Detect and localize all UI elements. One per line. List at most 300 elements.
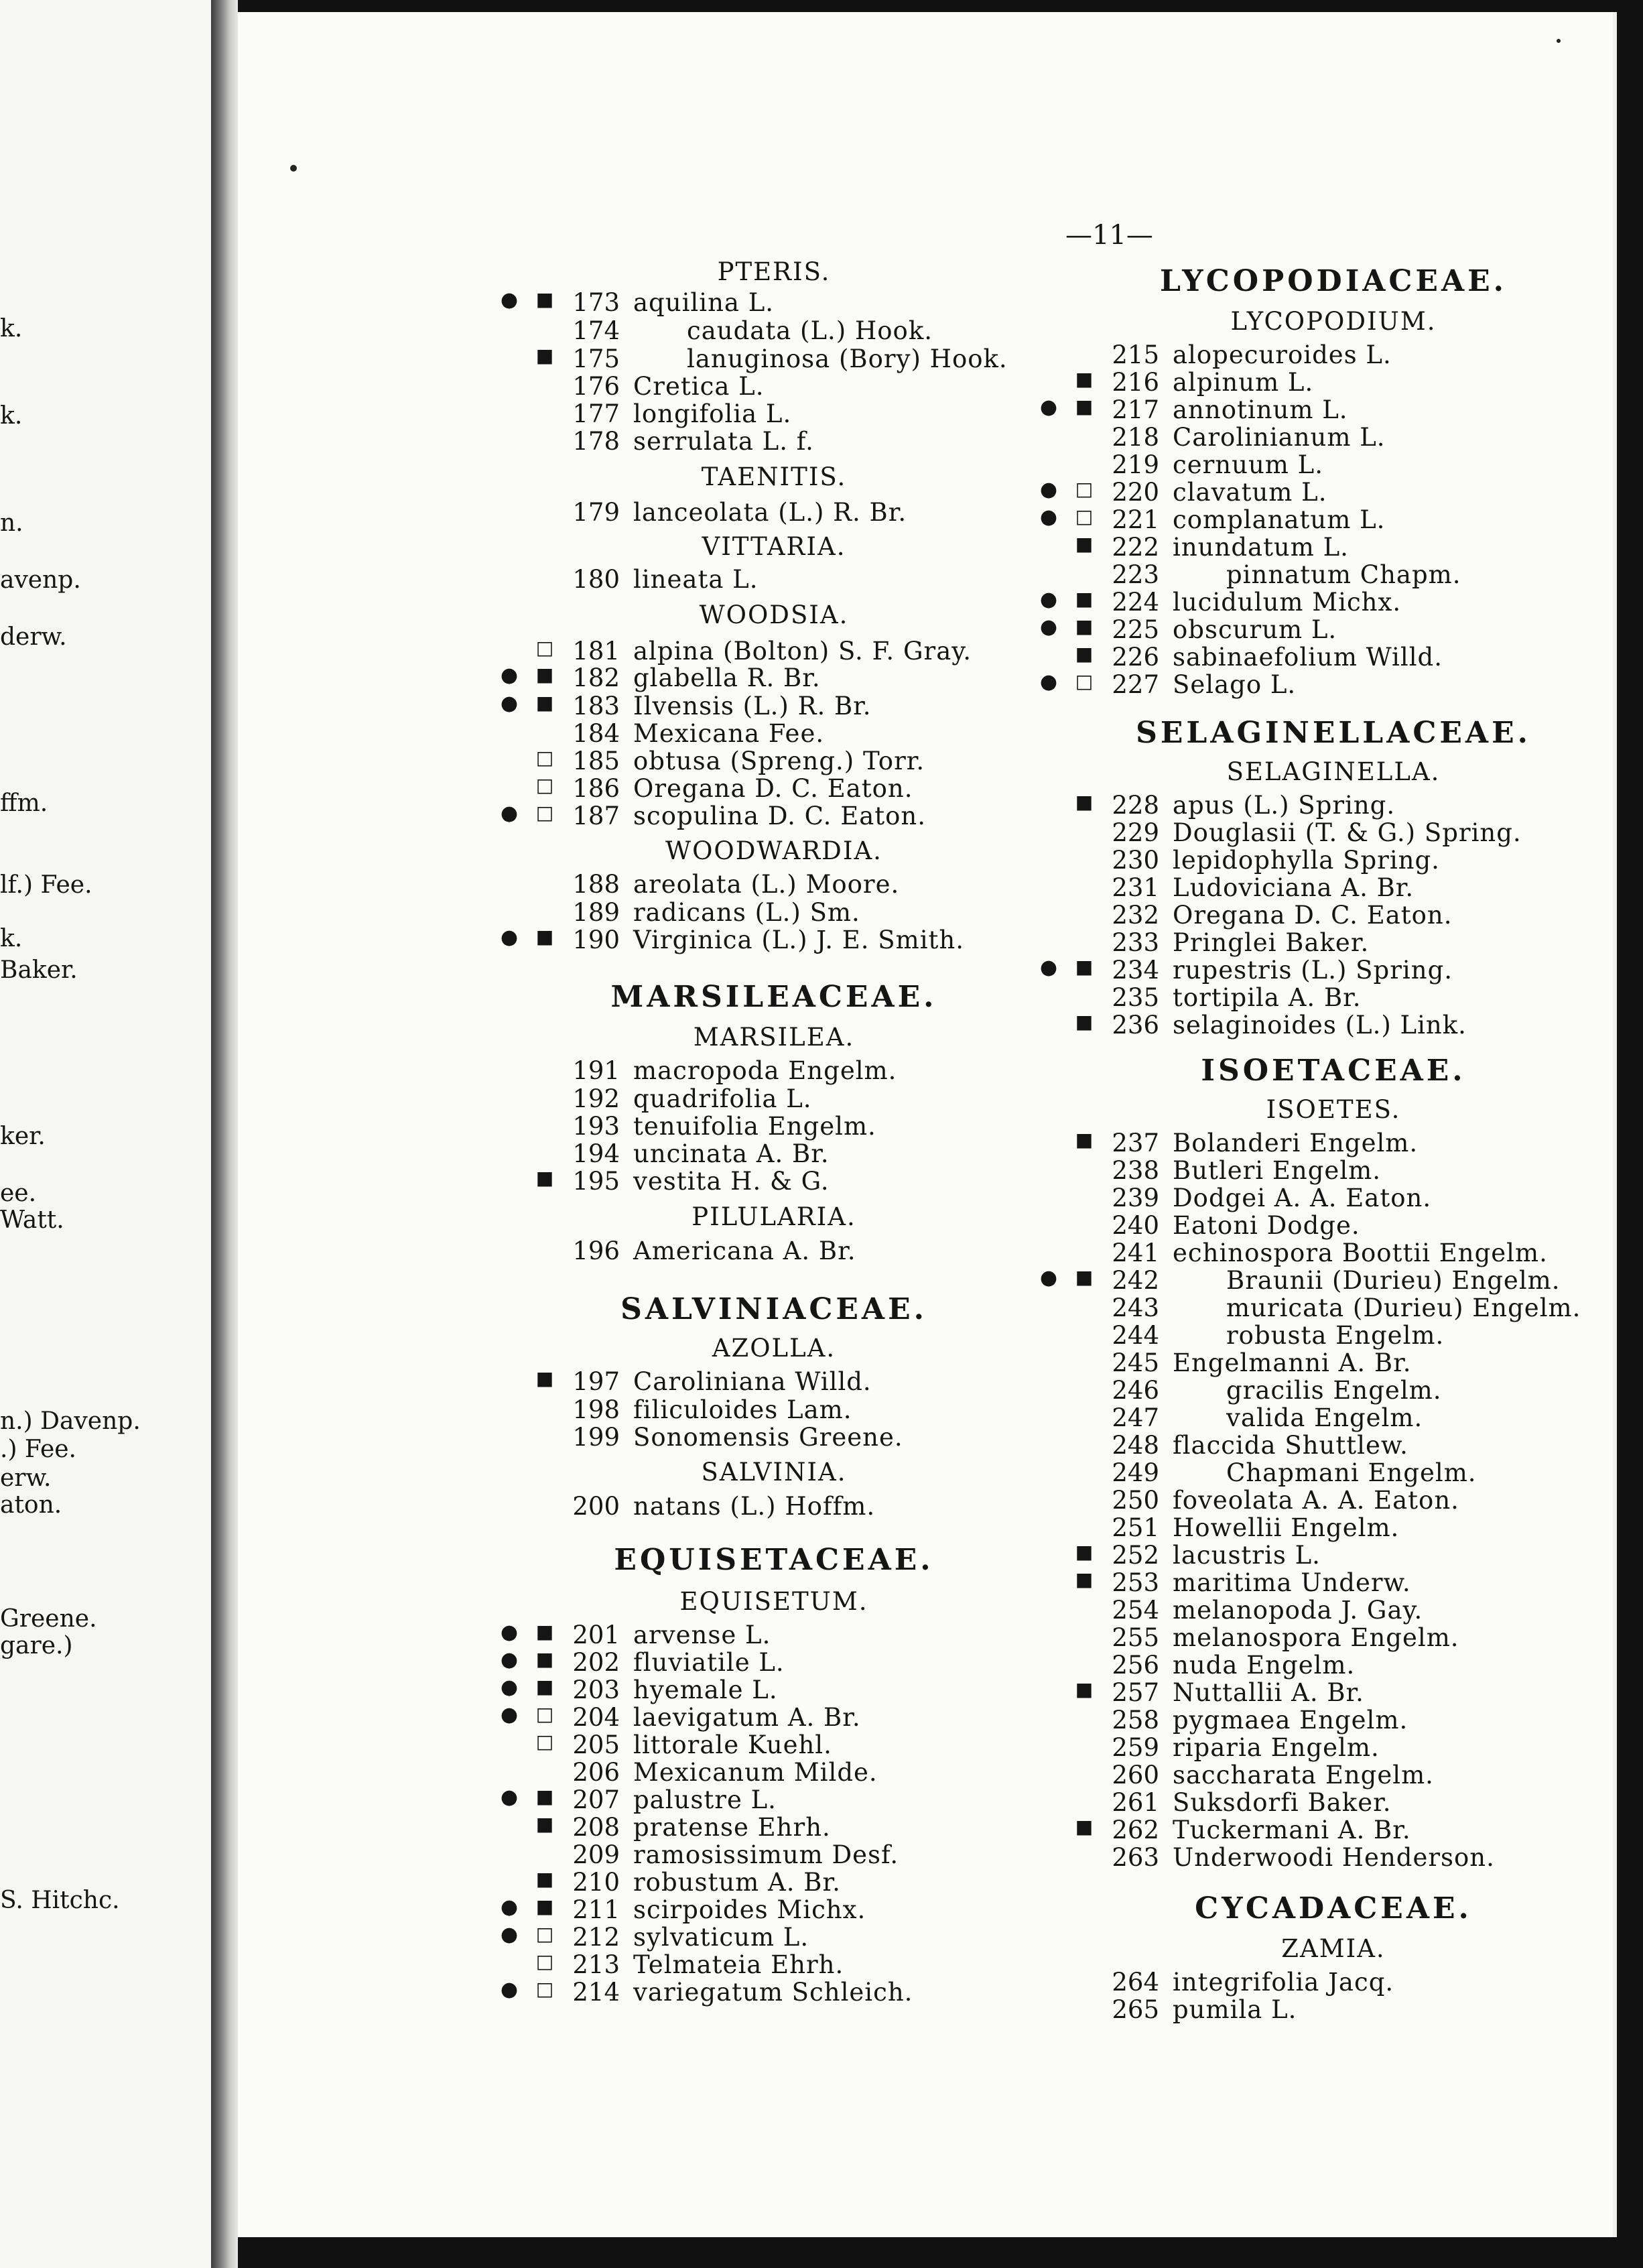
dot-mark-icon: ● — [500, 1785, 519, 1809]
species-entry — [499, 1492, 1049, 1519]
entry-number: 262 — [1112, 1816, 1159, 1844]
left-page-text-fragment: ee. — [0, 1180, 37, 1207]
entry-number: 208 — [572, 1813, 620, 1842]
species-name: selaginoides (L.) Link. — [1173, 1011, 1467, 1040]
species-entry — [1039, 1843, 1628, 1870]
entry-number: 229 — [1112, 818, 1159, 847]
entry-number: 236 — [1112, 1011, 1159, 1040]
genus-heading: VITTARIA. — [702, 532, 846, 561]
species-entry — [499, 1167, 1049, 1194]
species-name: complanatum L. — [1173, 505, 1386, 534]
species-entry — [499, 870, 1049, 897]
species-name: alopecuroides L. — [1173, 340, 1392, 369]
species-name: Engelmanni A. Br. — [1173, 1348, 1412, 1377]
page-number: —11— — [1065, 220, 1153, 251]
species-name: clavatum L. — [1173, 478, 1327, 507]
entry-number: 217 — [1112, 395, 1159, 424]
filled-box-mark-icon: ■ — [1075, 643, 1094, 665]
entry-number: 178 — [572, 427, 620, 456]
species-entry — [1039, 1968, 1628, 1995]
species-entry — [499, 344, 1049, 371]
dot-mark-icon: ● — [1039, 505, 1058, 529]
species-name: Cretica L. — [633, 372, 765, 401]
dot-mark-icon: ● — [500, 1703, 519, 1726]
genus-heading: WOODSIA. — [699, 601, 849, 629]
entry-number: 230 — [1112, 846, 1159, 875]
species-name: Oregana D. C. Eaton. — [633, 774, 913, 803]
filled-box-mark-icon: ■ — [535, 1868, 554, 1890]
entry-number: 221 — [1112, 505, 1159, 534]
species-entry — [1039, 1733, 1628, 1760]
species-name: alpinum L. — [1173, 368, 1314, 397]
filled-box-mark-icon: ■ — [535, 1648, 554, 1670]
dot-mark-icon: ● — [500, 288, 519, 312]
left-page-text-fragment: derw. — [0, 623, 67, 651]
left-page-text-fragment: Baker. — [0, 956, 78, 984]
open-box-mark-icon: □ — [535, 1730, 554, 1753]
species-name: Howellii Engelm. — [1173, 1513, 1400, 1542]
species-entry — [499, 1648, 1049, 1675]
species-name: obtusa (Spreng.) Torr. — [633, 747, 925, 775]
species-entry — [499, 1950, 1049, 1977]
species-entry — [499, 1895, 1049, 1922]
species-name: Ludoviciana A. Br. — [1173, 873, 1415, 902]
filled-box-mark-icon: ■ — [535, 926, 554, 948]
species-name: annotinum L. — [1173, 395, 1348, 424]
species-name: tortipila A. Br. — [1173, 983, 1362, 1012]
entry-number: 175 — [572, 344, 620, 373]
dot-mark-icon: ● — [1039, 588, 1058, 611]
genus-heading: EQUISETUM. — [679, 1587, 868, 1616]
species-name: flaccida Shuttlew. — [1173, 1431, 1408, 1460]
species-entry — [499, 1923, 1049, 1950]
species-name: Virginica (L.) J. E. Smith. — [633, 926, 965, 954]
entry-number: 238 — [1112, 1156, 1159, 1185]
species-name: melanopoda J. Gay. — [1173, 1596, 1423, 1625]
species-entry — [499, 1084, 1049, 1111]
left-page-text-fragment: ffm. — [0, 790, 48, 817]
species-entry — [499, 1112, 1049, 1139]
entry-number: 248 — [1112, 1431, 1159, 1460]
species-entry — [1039, 1294, 1628, 1320]
genus-heading: SALVINIA. — [701, 1458, 847, 1487]
entry-number: 199 — [572, 1423, 620, 1452]
genus-heading: PILULARIA. — [692, 1202, 856, 1231]
species-entry — [499, 692, 1049, 718]
dot-mark-icon: ● — [500, 1621, 519, 1644]
species-entry — [499, 1676, 1049, 1702]
species-name: saccharata Engelm. — [1173, 1761, 1434, 1789]
entry-number: 264 — [1112, 1968, 1159, 1997]
species-name: foveolata A. A. Eaton. — [1173, 1486, 1459, 1515]
species-name: Americana A. Br. — [633, 1237, 856, 1265]
filled-box-mark-icon: ■ — [1075, 1816, 1094, 1838]
species-name: apus (L.) Spring. — [1173, 791, 1396, 820]
species-entry — [1039, 1788, 1628, 1815]
filled-box-mark-icon: ■ — [1075, 791, 1094, 813]
species-name: fluviatile L. — [633, 1648, 785, 1677]
dot-mark-icon: ● — [500, 1676, 519, 1699]
entry-number: 243 — [1112, 1294, 1159, 1322]
species-name: ramosissimum Desf. — [633, 1840, 899, 1869]
entry-number: 216 — [1112, 368, 1159, 397]
species-entry — [499, 288, 1049, 315]
species-entry — [1039, 983, 1628, 1010]
entry-number: 209 — [572, 1840, 620, 1869]
species-name: valida Engelm. — [1226, 1403, 1423, 1432]
species-name: Sonomensis Greene. — [633, 1423, 903, 1452]
species-name: Pringlei Baker. — [1173, 928, 1370, 957]
species-name: aquilina L. — [633, 288, 775, 317]
filled-box-mark-icon: ■ — [535, 1621, 554, 1643]
species-entry — [1039, 643, 1628, 670]
entry-number: 233 — [1112, 928, 1159, 957]
filled-box-mark-icon: ■ — [1075, 1568, 1094, 1590]
species-entry — [499, 719, 1049, 746]
entry-number: 202 — [572, 1648, 620, 1677]
genus-heading: ZAMIA. — [1281, 1934, 1386, 1963]
open-box-mark-icon: □ — [535, 637, 554, 659]
entry-number: 187 — [572, 802, 620, 830]
species-entry — [1039, 1568, 1628, 1595]
species-name: Underwoodi Henderson. — [1173, 1843, 1495, 1872]
left-page-text-fragment: n.) Davenp. — [0, 1407, 141, 1435]
entry-number: 256 — [1112, 1651, 1159, 1680]
species-entry — [1039, 1816, 1628, 1842]
entry-number: 184 — [572, 719, 620, 748]
entry-number: 205 — [572, 1730, 620, 1759]
species-name: Chapmani Engelm. — [1226, 1458, 1477, 1487]
entry-number: 173 — [572, 288, 620, 317]
genus-heading: PTERIS. — [717, 257, 831, 286]
open-box-mark-icon: □ — [535, 1703, 554, 1725]
left-page-text-fragment: S. Hitchc. — [0, 1887, 120, 1914]
dot-mark-icon: ● — [1039, 478, 1058, 501]
species-entry — [499, 1813, 1049, 1840]
entry-number: 250 — [1112, 1486, 1159, 1515]
species-name: Dodgei A. A. Eaton. — [1173, 1184, 1432, 1212]
species-name: integrifolia Jacq. — [1173, 1968, 1394, 1997]
species-entry — [1039, 423, 1628, 450]
species-name: sylvaticum L. — [633, 1923, 809, 1952]
entry-number: 179 — [572, 498, 620, 527]
species-name: variegatum Schleich. — [633, 1978, 913, 2007]
species-name: Douglasii (T. & G.) Spring. — [1173, 818, 1522, 847]
species-name: vestita H. & G. — [633, 1167, 830, 1196]
species-name: Tuckermani A. Br. — [1173, 1816, 1411, 1844]
entry-number: 225 — [1112, 615, 1159, 644]
species-name: longifolia L. — [633, 399, 792, 428]
species-name: lucidulum Michx. — [1173, 588, 1402, 617]
filled-box-mark-icon: ■ — [1075, 533, 1094, 555]
entry-number: 224 — [1112, 588, 1159, 617]
family-heading: MARSILEACEAE. — [610, 980, 937, 1014]
species-entry — [499, 1840, 1049, 1867]
dot-mark-icon: ● — [1039, 956, 1058, 979]
filled-box-mark-icon: ■ — [535, 288, 554, 310]
genus-heading: MARSILEA. — [693, 1023, 855, 1052]
species-entry — [499, 1621, 1049, 1647]
species-entry — [499, 637, 1049, 664]
species-entry — [1039, 1321, 1628, 1348]
entry-number: 177 — [572, 399, 620, 428]
species-name: Eatoni Dodge. — [1173, 1211, 1360, 1240]
genus-heading: TAENITIS. — [701, 462, 847, 491]
left-page-text-fragment: k. — [0, 402, 23, 430]
open-box-mark-icon: □ — [535, 774, 554, 796]
species-entry — [499, 1730, 1049, 1757]
species-entry — [499, 1056, 1049, 1083]
species-name: Suksdorfi Baker. — [1173, 1788, 1392, 1817]
species-entry — [1039, 956, 1628, 983]
species-entry — [1039, 791, 1628, 818]
species-name: tenuifolia Engelm. — [633, 1112, 876, 1141]
species-entry — [1039, 818, 1628, 845]
species-name: natans (L.) Hoffm. — [633, 1492, 876, 1521]
dot-mark-icon: ● — [500, 664, 519, 687]
species-entry — [499, 926, 1049, 952]
species-entry — [1039, 560, 1628, 587]
species-name: caudata (L.) Hook. — [687, 316, 933, 345]
left-page-text-fragment: Watt. — [0, 1206, 64, 1234]
open-box-mark-icon: □ — [1075, 478, 1094, 500]
filled-box-mark-icon: ■ — [535, 1367, 554, 1389]
filled-box-mark-icon: ■ — [535, 1676, 554, 1698]
entry-number: 190 — [572, 926, 620, 954]
filled-box-mark-icon: ■ — [535, 1785, 554, 1808]
dot-mark-icon: ● — [500, 926, 519, 949]
genus-heading: LYCOPODIUM. — [1230, 307, 1437, 336]
filled-box-mark-icon: ■ — [1075, 956, 1094, 978]
species-entry — [1039, 1651, 1628, 1678]
entry-number: 207 — [572, 1785, 620, 1814]
species-entry — [1039, 1184, 1628, 1210]
species-name: maritima Underw. — [1173, 1568, 1411, 1597]
entry-number: 254 — [1112, 1596, 1159, 1625]
filled-box-mark-icon: ■ — [1075, 368, 1094, 390]
species-entry — [1039, 1211, 1628, 1238]
filled-box-mark-icon: ■ — [1075, 1129, 1094, 1151]
filled-box-mark-icon: ■ — [535, 1813, 554, 1835]
entry-number: 191 — [572, 1056, 620, 1085]
open-box-mark-icon: □ — [1075, 505, 1094, 527]
species-name: littorale Kuehl. — [633, 1730, 832, 1759]
species-entry — [1039, 395, 1628, 422]
species-name: Mexicanum Milde. — [633, 1758, 878, 1787]
species-name: Ilvensis (L.) R. Br. — [633, 692, 872, 720]
species-entry — [499, 1139, 1049, 1166]
species-entry — [1039, 368, 1628, 395]
entry-number: 232 — [1112, 901, 1159, 930]
species-name: robustum A. Br. — [633, 1868, 841, 1897]
species-entry — [1039, 928, 1628, 955]
entry-number: 241 — [1112, 1239, 1159, 1267]
species-name: inundatum L. — [1173, 533, 1349, 562]
print-speck — [290, 165, 297, 172]
entry-number: 200 — [572, 1492, 620, 1521]
entry-number: 214 — [572, 1978, 620, 2007]
species-name: pinnatum Chapm. — [1226, 560, 1461, 589]
entry-number: 231 — [1112, 873, 1159, 902]
species-entry — [1039, 588, 1628, 615]
family-heading: CYCADACEAE. — [1195, 1891, 1472, 1926]
entry-number: 235 — [1112, 983, 1159, 1012]
entry-number: 193 — [572, 1112, 620, 1141]
species-name: Butleri Engelm. — [1173, 1156, 1381, 1185]
entry-number: 181 — [572, 637, 620, 666]
species-entry — [499, 1395, 1049, 1422]
species-name: obscurum L. — [1173, 615, 1337, 644]
print-speck — [1557, 39, 1561, 43]
entry-number: 258 — [1112, 1706, 1159, 1735]
entry-number: 239 — [1112, 1184, 1159, 1212]
open-box-mark-icon: □ — [535, 802, 554, 824]
species-entry — [1039, 1129, 1628, 1155]
entry-number: 195 — [572, 1167, 620, 1196]
species-name: echinospora Boottii Engelm. — [1173, 1239, 1548, 1267]
species-entry — [499, 1758, 1049, 1785]
entry-number: 182 — [572, 664, 620, 692]
species-entry — [1039, 1266, 1628, 1293]
species-entry — [499, 898, 1049, 925]
species-entry — [499, 1785, 1049, 1812]
species-name: Nuttallii A. Br. — [1173, 1678, 1364, 1707]
species-name: nuda Engelm. — [1173, 1651, 1356, 1680]
species-entry — [499, 1367, 1049, 1394]
species-name: pratense Ehrh. — [633, 1813, 831, 1842]
species-name: cernuum L. — [1173, 450, 1323, 479]
dot-mark-icon: ● — [500, 1978, 519, 2001]
family-heading: EQUISETACEAE. — [614, 1543, 934, 1577]
species-name: filiculoides Lam. — [633, 1395, 852, 1424]
species-entry — [1039, 1623, 1628, 1650]
species-name: gracilis Engelm. — [1226, 1376, 1442, 1405]
entry-number: 255 — [1112, 1623, 1159, 1652]
species-entry — [499, 372, 1049, 399]
entry-number: 185 — [572, 747, 620, 775]
species-name: robusta Engelm. — [1226, 1321, 1445, 1350]
left-page-text-fragment: erw. — [0, 1464, 52, 1492]
species-entry — [1039, 1348, 1628, 1375]
species-entry — [1039, 1706, 1628, 1735]
dot-mark-icon: ● — [1039, 615, 1058, 639]
left-page-text-fragment: avenp. — [0, 566, 81, 594]
entry-number: 196 — [572, 1237, 620, 1265]
entry-number: 188 — [572, 870, 620, 899]
entry-number: 259 — [1112, 1733, 1159, 1762]
species-entry — [1039, 1486, 1628, 1513]
entry-number: 212 — [572, 1923, 620, 1952]
entry-number: 260 — [1112, 1761, 1159, 1789]
species-entry — [499, 1423, 1049, 1450]
entry-number: 203 — [572, 1676, 620, 1704]
entry-number: 222 — [1112, 533, 1159, 562]
species-entry — [1039, 505, 1628, 532]
species-entry — [1039, 1541, 1628, 1568]
species-entry — [1039, 450, 1628, 477]
entry-number: 261 — [1112, 1788, 1159, 1817]
filled-box-mark-icon: ■ — [1075, 395, 1094, 418]
species-entry — [499, 565, 1049, 592]
entry-number: 257 — [1112, 1678, 1159, 1707]
species-name: radicans (L.) Sm. — [633, 898, 860, 927]
species-entry — [1039, 533, 1628, 560]
left-page-text-fragment: ker. — [0, 1123, 46, 1150]
entry-number: 246 — [1112, 1376, 1159, 1405]
entry-number: 244 — [1112, 1321, 1159, 1350]
entry-number: 201 — [572, 1621, 620, 1649]
filled-box-mark-icon: ■ — [535, 1895, 554, 1917]
left-page-text-fragment: gare.) — [0, 1632, 73, 1659]
filled-box-mark-icon: ■ — [1075, 615, 1094, 637]
entry-number: 223 — [1112, 560, 1159, 589]
species-name: lanceolata (L.) R. Br. — [633, 498, 907, 527]
entry-number: 251 — [1112, 1513, 1159, 1542]
species-entry — [499, 1978, 1049, 2005]
family-heading: SELAGINELLACEAE. — [1136, 716, 1531, 750]
entry-number: 206 — [572, 1758, 620, 1787]
species-name: Oregana D. C. Eaton. — [1173, 901, 1453, 930]
dot-mark-icon: ● — [1039, 670, 1058, 694]
species-entry — [499, 1237, 1049, 1263]
species-name: uncinata A. Br. — [633, 1139, 830, 1168]
entry-number: 180 — [572, 565, 620, 594]
open-box-mark-icon: □ — [535, 747, 554, 769]
species-entry — [1039, 615, 1628, 642]
species-name: quadrifolia L. — [633, 1084, 812, 1113]
left-page-text-fragment: aton. — [0, 1491, 62, 1519]
entry-number: 228 — [1112, 791, 1159, 820]
dot-mark-icon: ● — [500, 1895, 519, 1919]
left-page-text-fragment: Greene. — [0, 1605, 97, 1633]
species-entry — [1039, 1011, 1628, 1040]
species-name: glabella R. Br. — [633, 664, 821, 692]
species-entry — [1039, 873, 1628, 900]
species-name: Mexicana Fee. — [633, 719, 825, 748]
entry-number: 198 — [572, 1395, 620, 1424]
species-name: scopulina D. C. Eaton. — [633, 802, 927, 830]
entry-number: 210 — [572, 1868, 620, 1897]
entry-number: 263 — [1112, 1843, 1159, 1872]
filled-box-mark-icon: ■ — [1075, 588, 1094, 610]
left-page-text-fragment: n. — [0, 509, 23, 537]
entry-number: 227 — [1112, 670, 1159, 699]
species-name: lepidophylla Spring. — [1173, 846, 1440, 875]
left-page-text-fragment: k. — [0, 925, 23, 952]
species-entry — [1039, 1678, 1628, 1705]
dot-mark-icon: ● — [1039, 1266, 1058, 1289]
species-entry — [499, 747, 1049, 773]
species-entry — [1039, 1596, 1628, 1623]
filled-box-mark-icon: ■ — [535, 344, 554, 367]
species-entry — [499, 1703, 1049, 1730]
entry-number: 218 — [1112, 423, 1159, 452]
species-name: pumila L. — [1173, 1995, 1297, 2024]
species-entry — [1039, 1156, 1628, 1183]
entry-number: 240 — [1112, 1211, 1159, 1240]
species-entry — [1039, 1995, 1628, 2022]
species-name: palustre L. — [633, 1785, 777, 1814]
entry-number: 189 — [572, 898, 620, 927]
book-gutter — [211, 0, 238, 2268]
entry-number: 253 — [1112, 1568, 1159, 1597]
species-name: muricata (Durieu) Engelm. — [1226, 1294, 1581, 1322]
entry-number: 211 — [572, 1895, 620, 1924]
left-page-text-fragment: .) Fee. — [0, 1436, 76, 1463]
species-name: Telmateia Ehrh. — [633, 1950, 844, 1979]
entry-number: 194 — [572, 1139, 620, 1168]
left-page-text-fragment: k. — [0, 315, 23, 342]
